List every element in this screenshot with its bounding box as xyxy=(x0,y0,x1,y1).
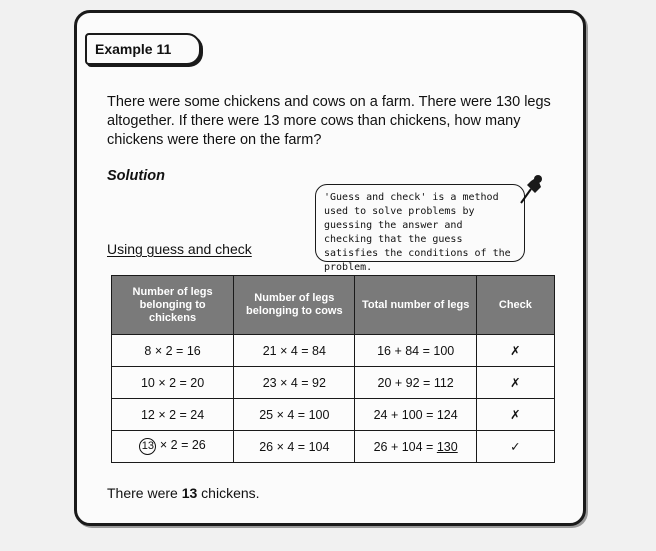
table-row xyxy=(112,335,555,367)
header-chicken-legs: Number of legs belonging to chickens xyxy=(112,276,234,335)
chicken-legs-cell: 10 × 2 = 20 xyxy=(112,367,234,399)
total-prefix: 26 + 104 = xyxy=(373,439,437,454)
conclusion-prefix: There were xyxy=(107,485,182,501)
example-card xyxy=(74,10,586,526)
chicken-legs-rest: × 2 = 26 xyxy=(156,438,206,452)
total-underlined: 130 xyxy=(436,439,458,454)
solution-heading: Solution xyxy=(107,168,165,184)
chicken-legs-cell xyxy=(112,431,234,463)
cow-legs-cell: 21 × 4 = 84 xyxy=(234,335,355,367)
header-check: Check xyxy=(476,276,554,335)
guess-check-table xyxy=(111,275,555,463)
circled-answer: 13 xyxy=(139,438,156,455)
total-legs-cell: 16 + 84 = 100 xyxy=(355,335,476,367)
check-cell: ✗ xyxy=(476,399,554,431)
total-legs-cell: 20 + 92 = 112 xyxy=(355,367,476,399)
check-cell: ✗ xyxy=(476,335,554,367)
total-legs-cell: 24 + 100 = 124 xyxy=(355,399,476,431)
guess-and-check-callout: 'Guess and check' is a method used to solve problems by guessing the answer and checking that the guess satisfies the conditions of the problem. xyxy=(315,184,525,262)
problem-statement: There were some chickens and cows on a farm. There were 130 legs altogether. If there were 13 more cows than chickens, how many chickens were there on the farm? xyxy=(107,94,551,148)
total-legs-cell xyxy=(355,431,476,463)
chicken-legs-cell: 12 × 2 = 24 xyxy=(112,399,234,431)
conclusion-value: 13 xyxy=(181,485,198,501)
conclusion xyxy=(107,485,260,501)
cow-legs-cell: 25 × 4 = 100 xyxy=(234,399,355,431)
check-cell: ✓ xyxy=(476,431,554,463)
cow-legs-cell: 26 × 4 = 104 xyxy=(234,431,355,463)
table-header-row xyxy=(112,276,555,335)
header-cow-legs: Number of legs belonging to cows xyxy=(234,276,355,335)
conclusion-suffix: chickens. xyxy=(197,485,260,501)
table-row xyxy=(112,367,555,399)
cow-legs-cell: 23 × 4 = 92 xyxy=(234,367,355,399)
chicken-legs-cell: 8 × 2 = 16 xyxy=(112,335,234,367)
table-row xyxy=(112,431,555,463)
method-heading: Using guess and check xyxy=(107,241,252,257)
pushpin-icon xyxy=(517,173,547,205)
table-row xyxy=(112,399,555,431)
check-cell: ✗ xyxy=(476,367,554,399)
header-total-legs: Total number of legs xyxy=(355,276,476,335)
example-tab: Example 11 xyxy=(85,33,201,65)
